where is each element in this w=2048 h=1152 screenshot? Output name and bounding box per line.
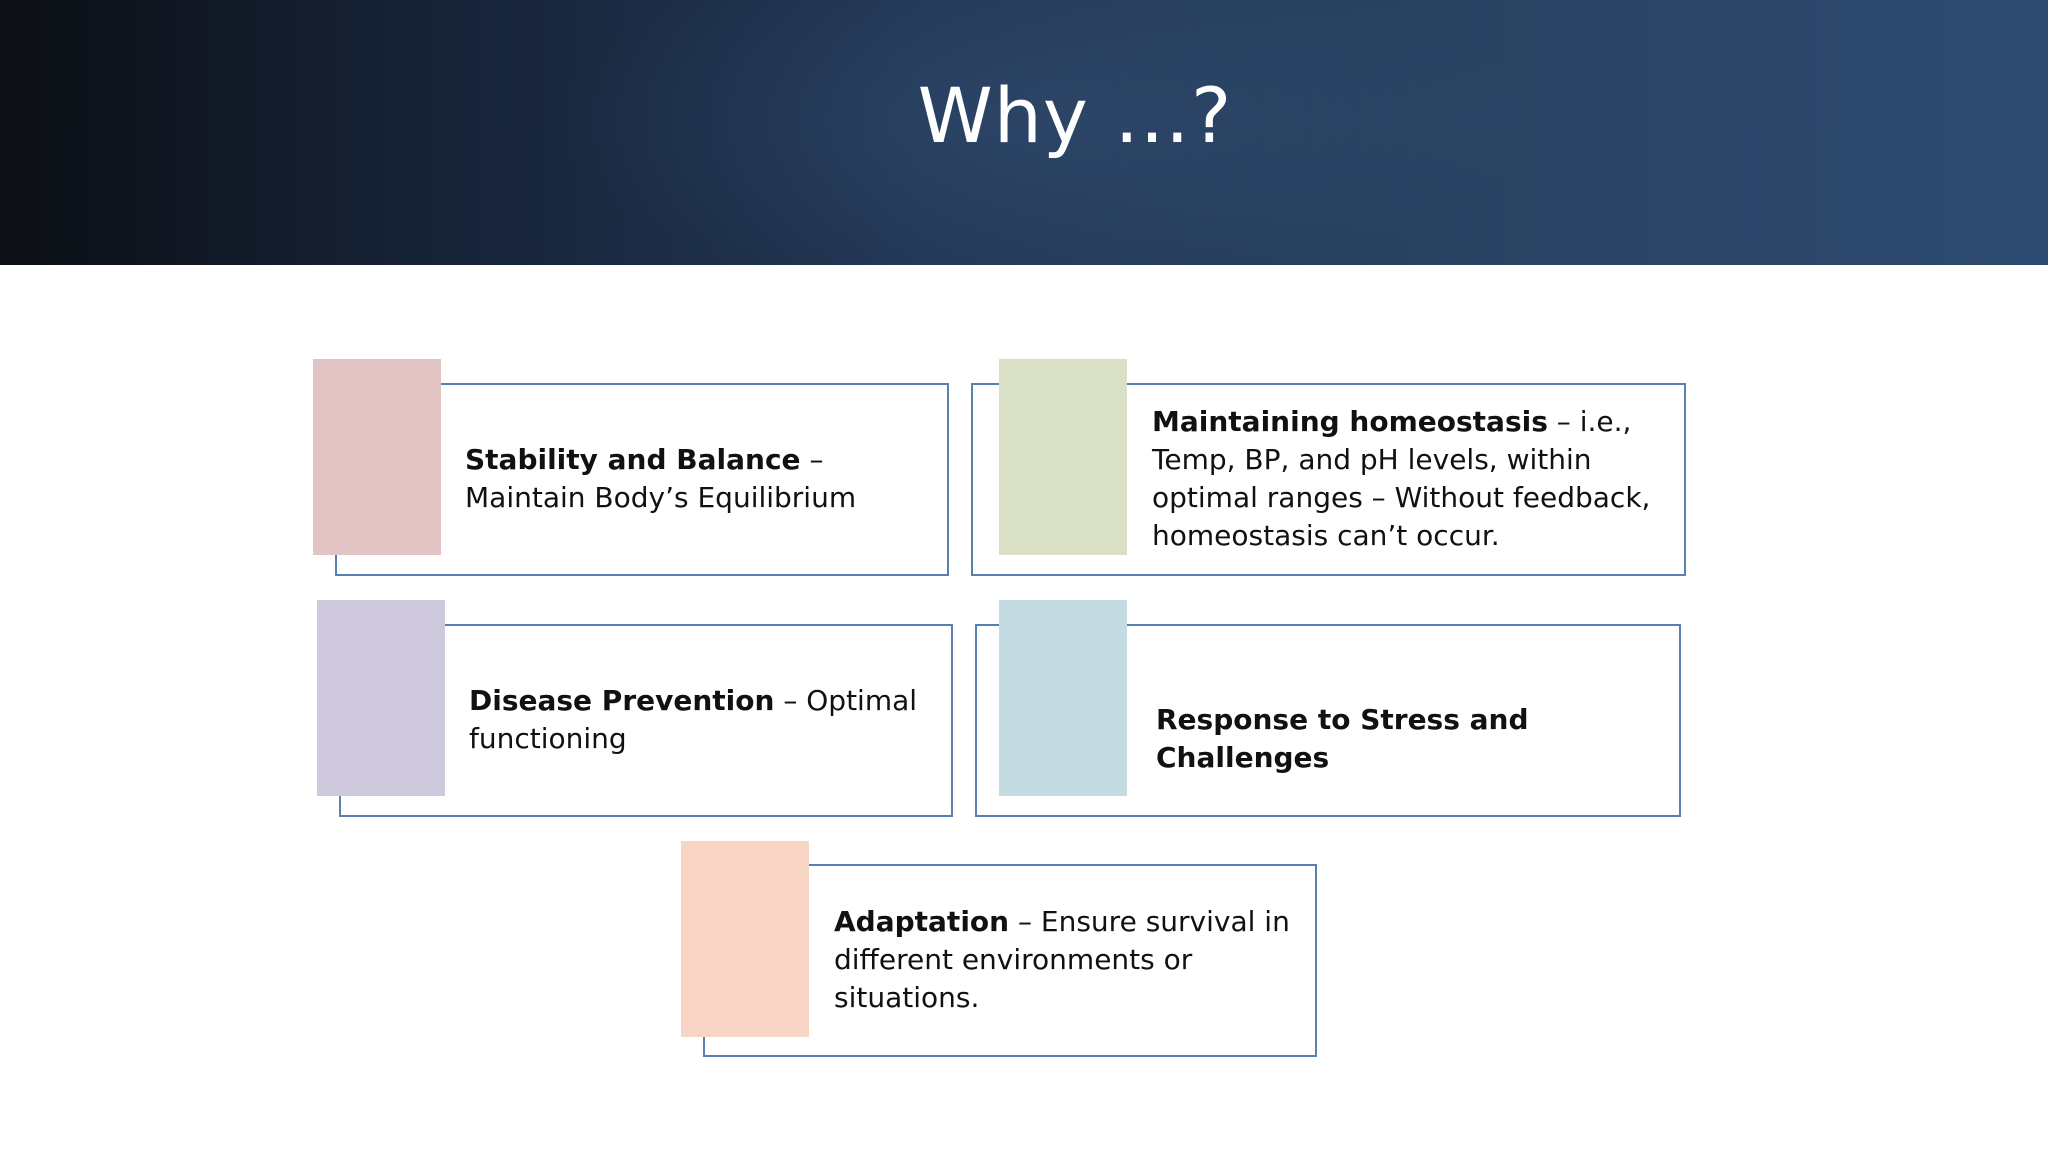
card-text bbox=[465, 441, 935, 517]
card-body: i.e., Temp, BP, and pH levels, within optimal ranges – Without feedback, homeostasis can’t occur. bbox=[1152, 405, 1651, 552]
card-separator: – bbox=[800, 443, 824, 476]
card-separator: – bbox=[1547, 405, 1580, 438]
card-separator: – bbox=[1009, 905, 1041, 938]
card-heading: Adaptation bbox=[834, 905, 1010, 938]
card-swatch bbox=[313, 359, 441, 555]
card-body: Optimal functioning bbox=[469, 684, 918, 755]
card-heading: Maintaining homeostasis bbox=[1152, 405, 1548, 438]
card-text bbox=[469, 682, 939, 758]
card-swatch bbox=[999, 600, 1127, 796]
card-swatch bbox=[317, 600, 445, 796]
card-swatch bbox=[681, 841, 809, 1037]
card-heading: Response to Stress and Challenges bbox=[1156, 703, 1529, 774]
card-body: Maintain Body’s Equilibrium bbox=[465, 481, 857, 514]
card-body: Ensure survival in different environments or situations. bbox=[834, 905, 1290, 1014]
title-banner bbox=[0, 0, 2048, 265]
card-separator: – bbox=[774, 684, 807, 717]
card-text bbox=[834, 903, 1294, 1017]
card-heading: Disease Prevention bbox=[469, 684, 775, 717]
card-heading: Stability and Balance bbox=[465, 443, 801, 476]
card-text bbox=[1152, 403, 1672, 555]
slide-title: Why …? bbox=[917, 71, 1233, 160]
card-swatch bbox=[999, 359, 1127, 555]
card-text bbox=[1156, 701, 1676, 777]
